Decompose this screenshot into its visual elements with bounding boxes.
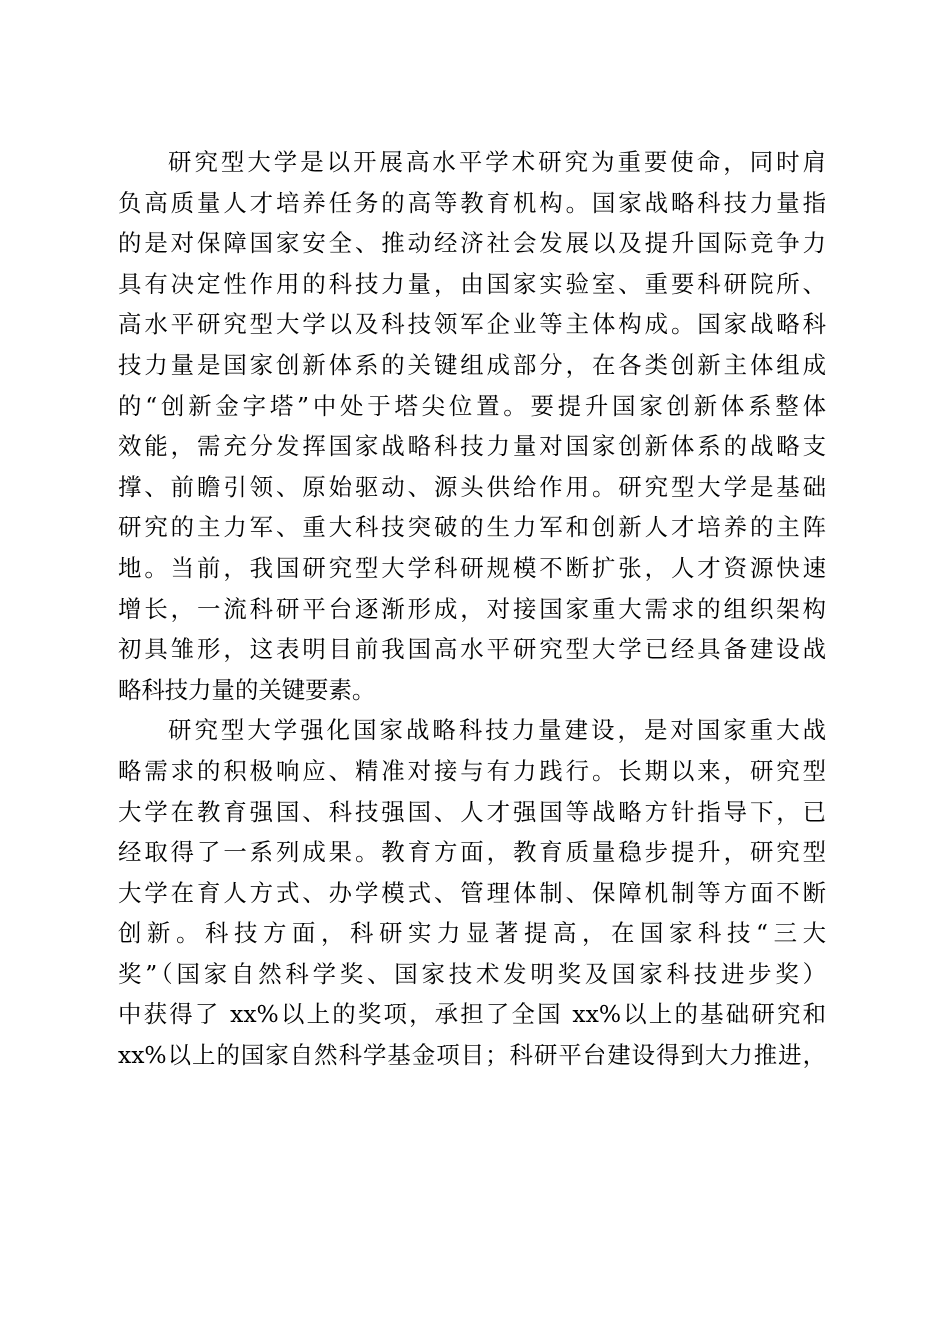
text-line: 地。当前，我国研究型大学科研规模不断扩张，人才资源快速: [118, 553, 826, 582]
text-line: 创新。科技方面，科研实力显著提高，在国家科技“三大: [118, 919, 826, 948]
text-line: 奖”（国家自然科学奖、国家技术发明奖及国家科技进步奖）: [118, 959, 826, 988]
text-line: 大学在育人方式、办学模式、管理体制、保障机制等方面不断: [118, 878, 826, 907]
paragraph-1: [118, 142, 826, 710]
text-line: 撑、前瞻引领、原始驱动、源头供给作用。研究型大学是基础: [118, 472, 826, 501]
text-line: 略需求的积极响应、精准对接与有力践行。长期以来，研究型: [118, 756, 826, 785]
text-line: 研究的主力军、重大科技突破的生力军和创新人才培养的主阵: [118, 513, 826, 542]
text-line: 增长，一流科研平台逐渐形成，对接国家重大需求的组织架构: [118, 594, 826, 623]
text-line: 大学在教育强国、科技强国、人才强国等战略方针指导下，已: [118, 797, 826, 826]
text-line: 略科技力量的关键要素。: [118, 675, 376, 704]
body-text: [118, 142, 826, 1076]
text-line: 高水平研究型大学以及科技领军企业等主体构成。国家战略科: [118, 310, 826, 339]
text-line: 效能，需充分发挥国家战略科技力量对国家创新体系的战略支: [118, 432, 826, 461]
text-line: 技力量是国家创新体系的关键组成部分，在各类创新主体组成: [118, 350, 826, 379]
text-line: 经取得了一系列成果。教育方面，教育质量稳步提升，研究型: [118, 838, 826, 867]
text-line: xx%以上的国家自然科学基金项目；科研平台建设得到大力推进，: [118, 1041, 826, 1070]
text-line: 研究型大学强化国家战略科技力量建设，是对国家重大战: [168, 716, 826, 745]
paragraph-2: [118, 710, 826, 1075]
text-line: 研究型大学是以开展高水平学术研究为重要使命，同时肩: [168, 148, 826, 176]
text-line: 初具雏形，这表明目前我国高水平研究型大学已经具备建设战: [118, 635, 826, 664]
text-line: 负高质量人才培养任务的高等教育机构。国家战略科技力量指: [118, 188, 826, 217]
text-line: 的是对保障国家安全、推动经济社会发展以及提升国际竞争力: [118, 229, 826, 258]
text-line: 具有决定性作用的科技力量，由国家实验室、重要科研院所、: [118, 269, 826, 298]
text-line: 中获得了 xx%以上的奖项，承担了全国 xx%以上的基础研究和: [118, 1000, 826, 1029]
text-line: 的“创新金字塔”中处于塔尖位置。要提升国家创新体系整体: [118, 391, 826, 420]
